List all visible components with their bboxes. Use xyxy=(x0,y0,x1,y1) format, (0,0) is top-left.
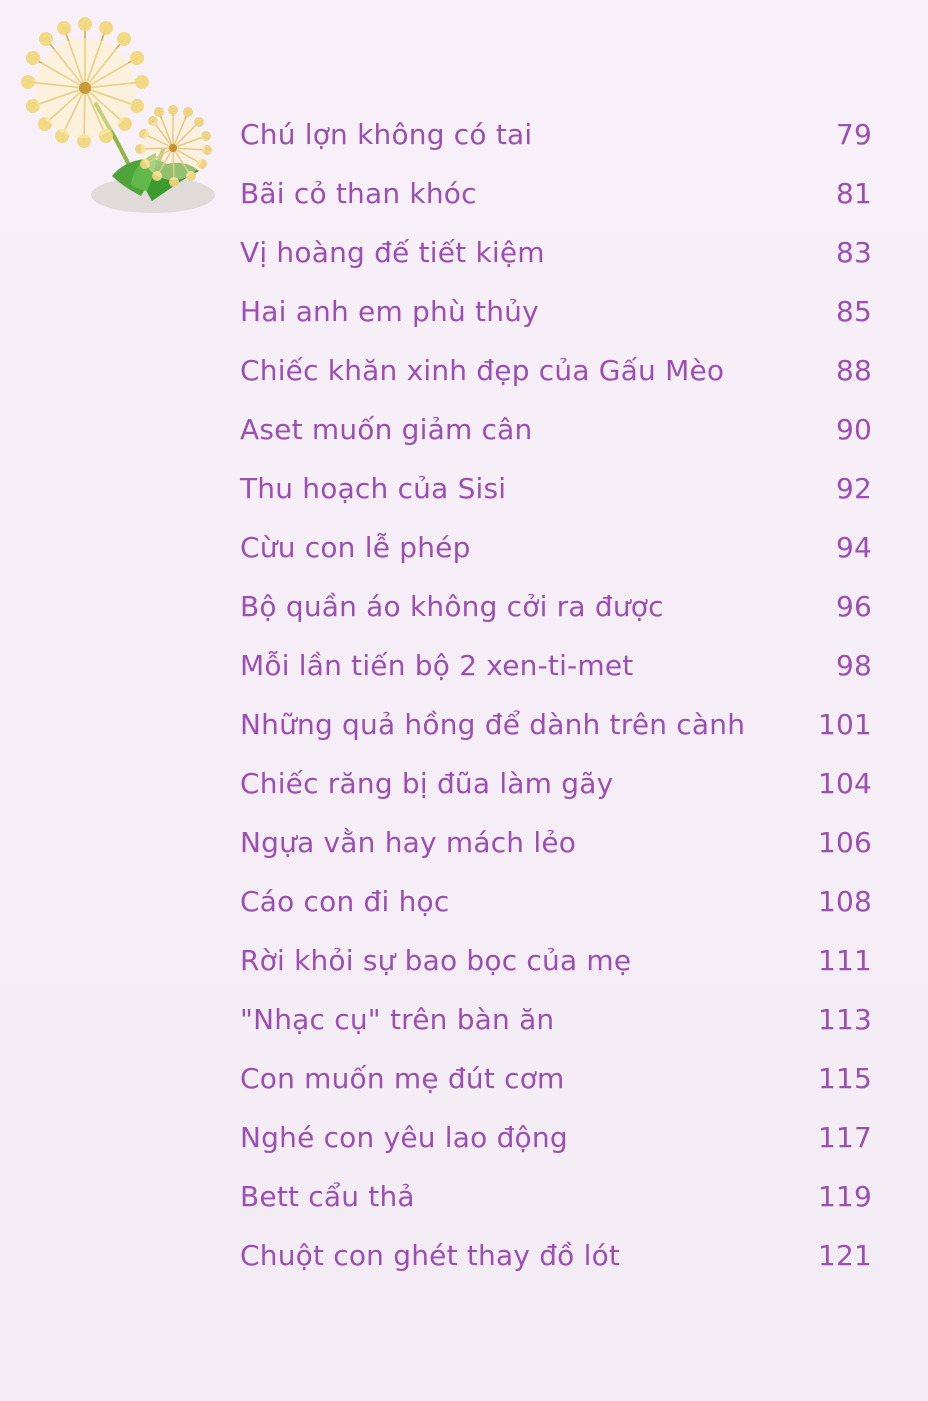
toc-page-number: 98 xyxy=(835,649,872,682)
toc-title: Cừu con lễ phép xyxy=(240,531,471,564)
toc-title: Chuột con ghét thay đồ lót xyxy=(240,1239,621,1272)
toc-title: Bett cẩu thả xyxy=(240,1180,415,1213)
toc-title: Bộ quần áo không cởi ra được xyxy=(240,590,664,623)
toc-page-number: 94 xyxy=(835,531,872,564)
toc-page-number: 81 xyxy=(835,177,872,210)
toc-item xyxy=(240,1226,880,1285)
toc-item xyxy=(240,105,880,164)
toc-item xyxy=(240,636,880,695)
toc-item xyxy=(240,1167,880,1226)
toc-title: Vị hoàng đế tiết kiệm xyxy=(240,236,545,269)
toc-page-number: 96 xyxy=(835,590,872,623)
toc-item xyxy=(240,577,880,636)
toc-item xyxy=(240,990,880,1049)
toc-page-number: 106 xyxy=(817,826,872,859)
toc-item xyxy=(240,164,880,223)
toc-page-number: 88 xyxy=(835,354,872,387)
toc-title: Con muốn mẹ đút cơm xyxy=(240,1062,565,1095)
toc-item xyxy=(240,754,880,813)
toc-page-number: 119 xyxy=(817,1180,872,1213)
toc-title: Mỗi lần tiến bộ 2 xen-ti-met xyxy=(240,649,634,682)
toc-item xyxy=(240,341,880,400)
toc-title: Bãi cỏ than khóc xyxy=(240,177,477,210)
toc-item xyxy=(240,695,880,754)
toc-page-number: 90 xyxy=(835,413,872,446)
toc-title: Nghé con yêu lao động xyxy=(240,1121,568,1154)
toc-title: Cáo con đi học xyxy=(240,885,450,918)
toc-item xyxy=(240,931,880,990)
toc-item xyxy=(240,518,880,577)
toc-item xyxy=(240,1108,880,1167)
toc-page-number: 83 xyxy=(835,236,872,269)
dandelion-illustration xyxy=(8,8,228,228)
toc-title: "Nhạc cụ" trên bàn ăn xyxy=(240,1003,555,1036)
toc-page-number: 92 xyxy=(835,472,872,505)
toc-page-number: 121 xyxy=(817,1239,872,1272)
toc-title: Những quả hồng để dành trên cành xyxy=(240,708,746,741)
toc-item xyxy=(240,872,880,931)
toc-title: Chú lợn không có tai xyxy=(240,118,533,151)
toc-item xyxy=(240,223,880,282)
toc-page-number: 117 xyxy=(817,1121,872,1154)
toc-title: Aset muốn giảm cân xyxy=(240,413,533,446)
toc-item xyxy=(240,813,880,872)
toc-title: Thu hoạch của Sisi xyxy=(240,472,507,505)
toc-title: Rời khỏi sự bao bọc của mẹ xyxy=(240,944,632,977)
toc-item xyxy=(240,459,880,518)
toc-title: Hai anh em phù thủy xyxy=(240,295,539,328)
toc-item xyxy=(240,400,880,459)
toc-page-number: 108 xyxy=(817,885,872,918)
toc-page-number: 113 xyxy=(817,1003,872,1036)
toc-title: Chiếc khăn xinh đẹp của Gấu Mèo xyxy=(240,354,725,387)
toc-page-number: 111 xyxy=(817,944,872,977)
toc-title: Chiếc răng bị đũa làm gãy xyxy=(240,767,614,800)
toc-page-number: 101 xyxy=(817,708,872,741)
table-of-contents xyxy=(240,105,880,1285)
toc-item xyxy=(240,282,880,341)
toc-page-number: 104 xyxy=(817,767,872,800)
toc-title: Ngựa vằn hay mách lẻo xyxy=(240,826,577,859)
toc-item xyxy=(240,1049,880,1108)
toc-page-number: 79 xyxy=(835,118,872,151)
toc-page-number: 115 xyxy=(817,1062,872,1095)
toc-page-number: 85 xyxy=(835,295,872,328)
